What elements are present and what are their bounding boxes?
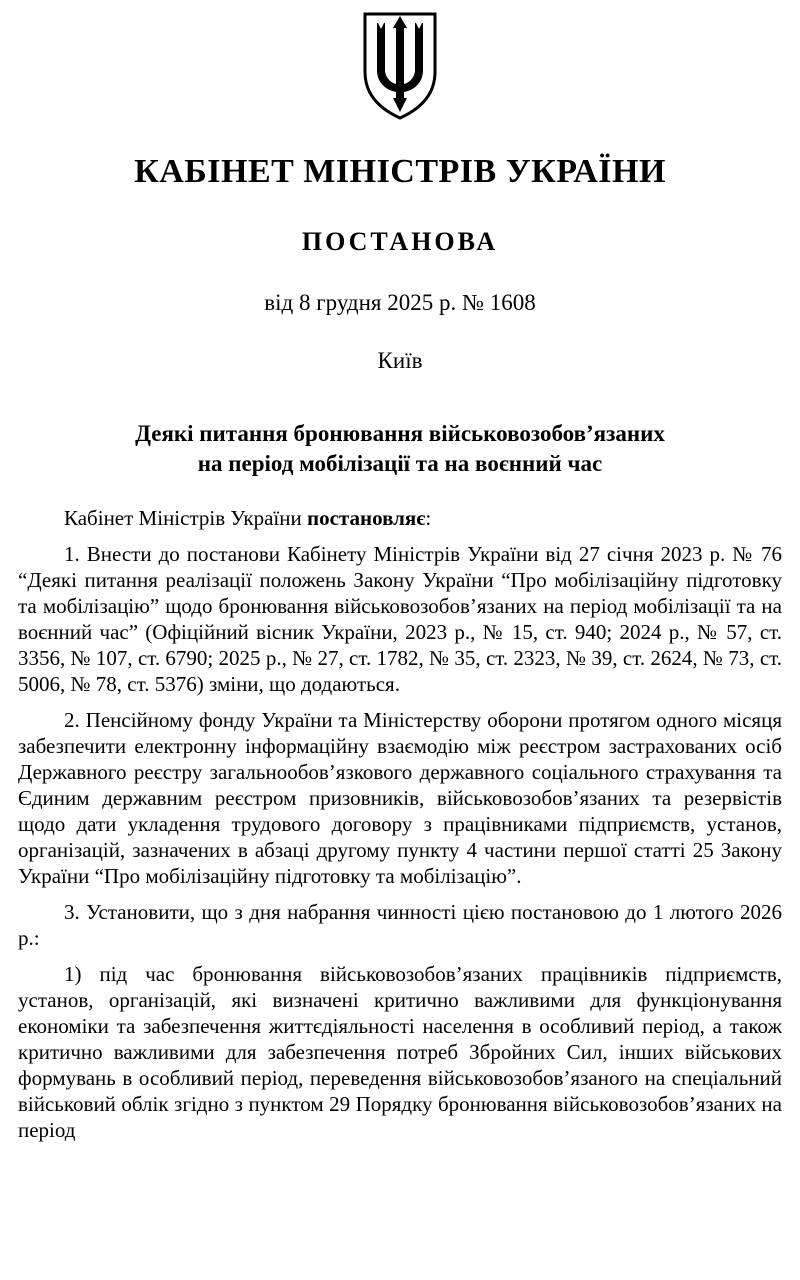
- paragraph-3: 3. Установити, що з дня набрання чинності цією постановою до 1 лютого 2026 р.:: [18, 900, 782, 950]
- document-title: [0, 419, 800, 479]
- preamble-suffix: :: [425, 506, 432, 530]
- paragraph-1: 1. Внести до постанови Кабінету Міністрів України від 27 січня 2023 р. № 76 “Деякі питання реалізації положень Закону України “Про мобілізаційну підготовку та мобілізацію” щодо бронювання військовозобов’язаних на період мобілізації та на воєнний час” (Офіційний вісник України, 2023 р., № 15, ст. 940; 2024 р., № 57, ст. 3356, № 107, ст. 6790; 2025 р., № 27, ст. 1782, № 35, ст. 2323, № 39, ст. 2624, № 73, ст. 5006, № 78, ст. 5376) зміни, що додаються.: [18, 542, 782, 696]
- ukraine-trident-shield-icon: [361, 10, 439, 127]
- paragraph-2: 2. Пенсійному фонду України та Міністерству оборони протягом одного місяця забезпечити електронну інформаційну взаємодію між реєстром застрахованих осіб Державного реєстру загальнообов’язкового державного соціального страхування та Єдиним державним реєстром призовників, військовозобов’язаних та резервістів щодо дати укладення трудового договору з працівниками підприємств, установ, організацій, зазначених в абзаці другому пункту 4 частини першої статті 25 Закону України “Про мобілізаційну підготовку та мобілізацію”.: [18, 708, 782, 888]
- preamble-bold-text: постановляє: [307, 506, 426, 530]
- paragraph-4-subpoint-1: 1) під час бронювання військовозобов’язаних працівників підприємств, установ, організацій, які визначені критично важливими для функціонування економіки та забезпечення життєдіяльності населення в особливий період, а також критично важливими для забезпечення потреб Збройних Сил, інших військових формувань в особливий період, переведення військовозобов’язаного на спеціальний військовий облік згідно з пунктом 29 Порядку бронювання військовозобов’язаних на період: [18, 962, 782, 1142]
- issuing-authority-name: КАБІНЕТ МІНІСТРІВ УКРАЇНИ: [134, 153, 666, 190]
- city-line: Київ: [377, 348, 423, 373]
- document-title-line-1: Деякі питання бронювання військовозобов’язаних: [135, 421, 665, 446]
- date-and-number-line: від 8 грудня 2025 р. № 1608: [264, 290, 536, 315]
- preamble-regular-text: Кабінет Міністрів України: [64, 506, 307, 530]
- document-body: [0, 505, 800, 1143]
- preamble-line: [18, 505, 782, 531]
- document-title-line-2: на період мобілізації та на воєнний час: [197, 451, 603, 476]
- document-type-heading: ПОСТАНОВА: [301, 227, 499, 256]
- coat-of-arms-container: [0, 0, 800, 127]
